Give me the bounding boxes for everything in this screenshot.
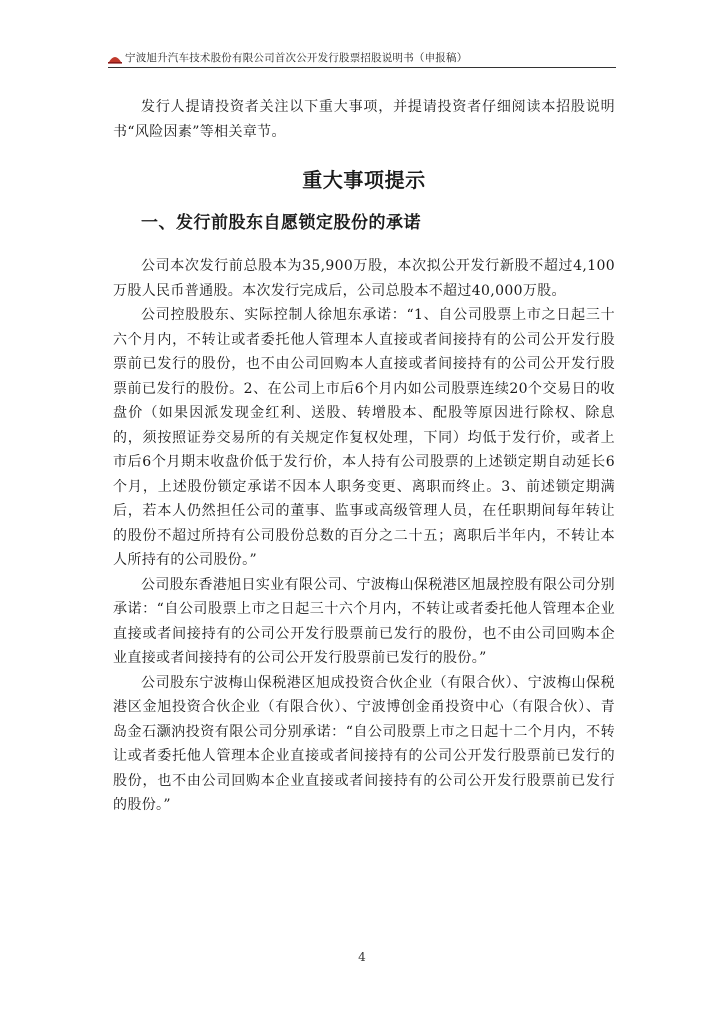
paragraph-controller-commitment: 公司控股股东、实际控制人徐旭东承诺：“1、自公司股票上市之日起三十六个月内，不转让或者委托他人管理本人直接或者间接持有的公司公开发行股票前已发行的股份，也不由公司回购本人直接或者间接持有的公司公开发行股票前已发行的股份。2、在公司上市后6个月内如公司股票连续20个交易日的收盘价（如果因派发现金红利、送股、转增股本、配股等原因进行除权、除息的，须按照证券交易所的有关规定作复权处理，下同）均低于发行价，或者上市后6个月期末收盘价低于发行价，本人持有公司股票的上述锁定期自动延长6个月，上述股份锁定承诺不因本人职务变更、离职而终止。3、前述锁定期满后，若本人仍然担任公司的董事、监事或高级管理人员，在任职期间每年转让的股份不超过所持有公司股份总数的百分之二十五；离职后半年内，不转让本人所持有的公司股份。” [113,307,615,568]
paragraph-share-capital: 公司本次发行前总股本为35,900万股，本次拟公开发行新股不超过4,100万股人民币普通股。本次发行完成后，公司总股本不超过40,000万股。 [113,258,615,299]
intro-paragraph: 发行人提请投资者关注以下重大事项，并提请投资者仔细阅读本招股说明书“风险因素”等相关章节。 [113,99,615,140]
paragraph-shareholder-commitment-36m: 公司股东香港旭日实业有限公司、宁波梅山保税港区旭晟控股有限公司分别承诺：“自公司股票上市之日起三十六个月内，不转让或者委托他人管理本企业直接或者间接持有的公司公开发行股票前已发行的股份，也不由公司回购本企业直接或者间接持有的公司公开发行股票前已发行的股份。” [113,576,615,666]
section-title: 一、发行前股东自愿锁定股份的承诺 [141,213,421,233]
page-header [108,49,616,68]
paragraph-shareholder-commitment-12m: 公司股东宁波梅山保税港区旭成投资合伙企业（有限合伙）、宁波梅山保税港区金旭投资合伙企业（有限合伙）、宁波博创金甬投资中心（有限合伙）、青岛金石灏汭投资有限公司分别承诺：“自公司股票上市之日起十二个月内，不转让或者委托他人管理本企业直接或者间接持有的公司公开发行股票前已发行的股份，也不由公司回购本企业直接或者间接持有的公司公开发行股票前已发行的股份。” [113,674,615,813]
header-title: 宁波旭升汽车技术股份有限公司首次公开发行股票招股说明书（申报稿） [125,52,468,64]
company-logo-icon [108,52,122,64]
main-title: 重大事项提示 [302,168,426,192]
page-number: 4 [358,950,366,964]
document-body [113,95,615,818]
